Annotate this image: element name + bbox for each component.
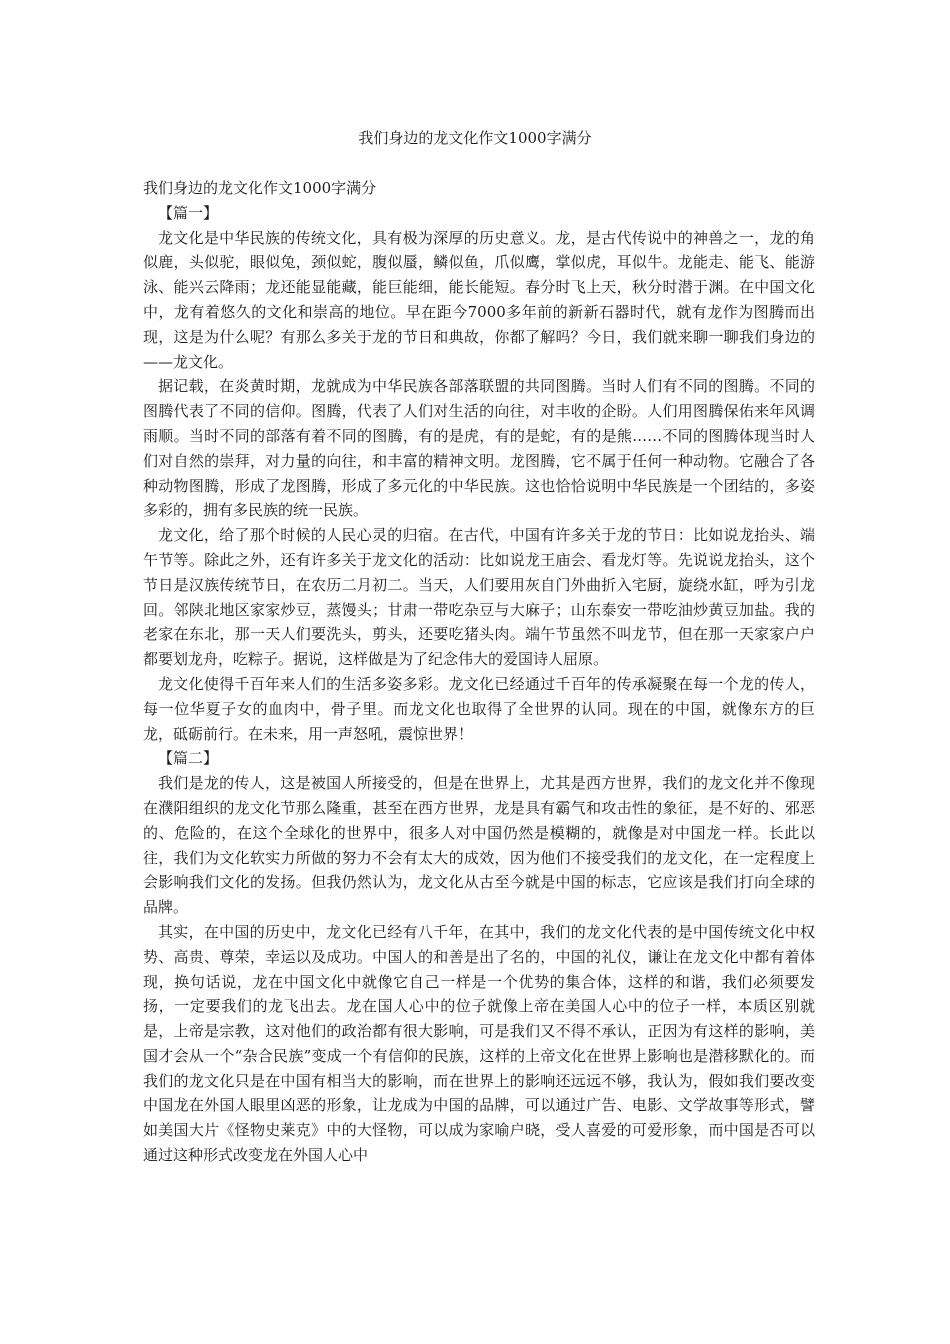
paragraph: 龙文化是中华民族的传统文化，具有极为深厚的历史意义。龙，是古代传说中的神兽之一，龙的角似鹿，头似驼，眼似兔，颈似蛇，腹似蜃，鳞似鱼，爪似鹰，掌似虎，耳似牛。龙能走、能飞、能游泳、能兴云降雨；龙还能显能藏，能巨能细，能长能短。春分时飞上天，秋分时潜于渊。在中国文化中，龙有着悠久的文化和崇高的地位。早在距今7000多年前的新新石器时代，就有龙作为图腾而出现，这是为什么呢？有那么多关于龙的节日和典故，你都了解吗？今日，我们就来聊一聊我们身边的——龙文化。 xyxy=(143,228,815,371)
paragraph: 据记载，在炎黄时期，龙就成为中华民族各部落联盟的共同图腾。当时人们有不同的图腾。不同的图腾代表了不同的信仰。图腾，代表了人们对生活的向往，对丰收的企盼。人们用图腾保佑来年风调雨顺。当时不同的部落有着不同的图腾，有的是虎，有的是蛇，有的是熊……不同的图腾体现当时人们对自然的崇拜，对力量的向往，和丰富的精神文明。龙图腾，它不属于任何一种动物。它融合了各种动物图腾，形成了龙图腾，形成了多元化的中华民族。这也恰恰说明中华民族是一个团结的，多姿多彩的，拥有多民族的统一民族。 xyxy=(143,377,815,520)
paragraph: 龙文化使得千百年来人们的生活多姿多彩。龙文化已经通过千百年的传承凝聚在每一个龙的传人，每一位华夏子女的血肉中，骨子里。而龙文化也取得了全世界的认同。现在的中国，就像东方的巨龙，砥砺前行。在未来，用一声怒吼，震惊世界！ xyxy=(143,674,815,743)
paragraph: 我们是龙的传人，这是被国人所接受的，但是在世界上，尤其是西方世界，我们的龙文化并不像现在濮阳组织的龙文化节那么隆重，甚至在西方世界，龙是具有霸气和攻击性的象征，是不好的、邪恶的、危险的，在这个全球化的世界中，很多人对中国仍然是模糊的，就像是对中国龙一样。长此以往，我们为文化软实力所做的努力不会有太大的成效，因为他们不接受我们的龙文化，在一定程度上会影响我们文化的发扬。但我仍然认为，龙文化从古至今就是中国的标志，它应该是我们打向全球的品牌。 xyxy=(143,774,815,917)
document-title: 我们身边的龙文化作文1000字满分 xyxy=(358,129,592,147)
section-heading-2: 【篇二】 xyxy=(158,749,219,768)
paragraph: 其实，在中国的历史中，龙文化已经有八千年，在其中，我们的龙文化代表的是中国传统文化中权势、高贵、尊荣，幸运以及成功。中国人的和善是出了名的，中国的礼仪，谦让在龙文化中都有着体现，换句话说，龙在中国文化中就像它自己一样是一个优势的集合体，这样的和谐，我们必须要发扬，一定要我们的龙飞出去。龙在国人心中的位子就像上帝在美国人心中的位子一样，本质区别就是，上帝是宗教，这对他们的政治都有很大影响，可是我们又不得不承认，正因为有这样的影响，美国才会从一个“杂合民族”变成一个有信仰的民族，这样的上帝文化在世界上影响也是潜移默化的。而我们的龙文化只是在中国有相当大的影响，而在世界上的影响还远远不够，我认为，假如我们要改变中国龙在外国人眼里凶恶的形象，让龙成为中国的品牌，可以通过广告、电影、文学故事等形式，譬如美国大片《怪物史莱克》中的大怪物，可以成为家喻户晓，受人喜爱的可爱形象，而中国是否可以通过这种形式改变龙在外国人心中 xyxy=(143,922,815,1165)
document-body xyxy=(143,176,815,1168)
section-heading-1: 【篇一】 xyxy=(158,203,219,222)
paragraph: 龙文化，给了那个时候的人民心灵的归宿。在古代，中国有许多关于龙的节日：比如说龙抬头、端午节等。除此之外，还有许多关于龙文化的活动：比如说龙王庙会、看龙灯等。先说说龙抬头，这个节日是汉族传统节日，在农历二月初二。当天，人们要用灰自门外曲折入宅厨，旋绕水缸，呼为引龙回。邻陕北地区家家炒豆，蒸馒头；甘肃一带吃杂豆与大麻子；山东泰安一带吃油炒黄豆加盐。我的老家在东北，那一天人们要洗头，剪头，还要吃猪头肉。端午节虽然不叫龙节，但在那一天家家户户都要划龙舟，吃粽子。据说，这样做是为了纪念伟大的爱国诗人屈原。 xyxy=(143,526,815,669)
document-subtitle: 我们身边的龙文化作文1000字满分 xyxy=(143,179,377,197)
